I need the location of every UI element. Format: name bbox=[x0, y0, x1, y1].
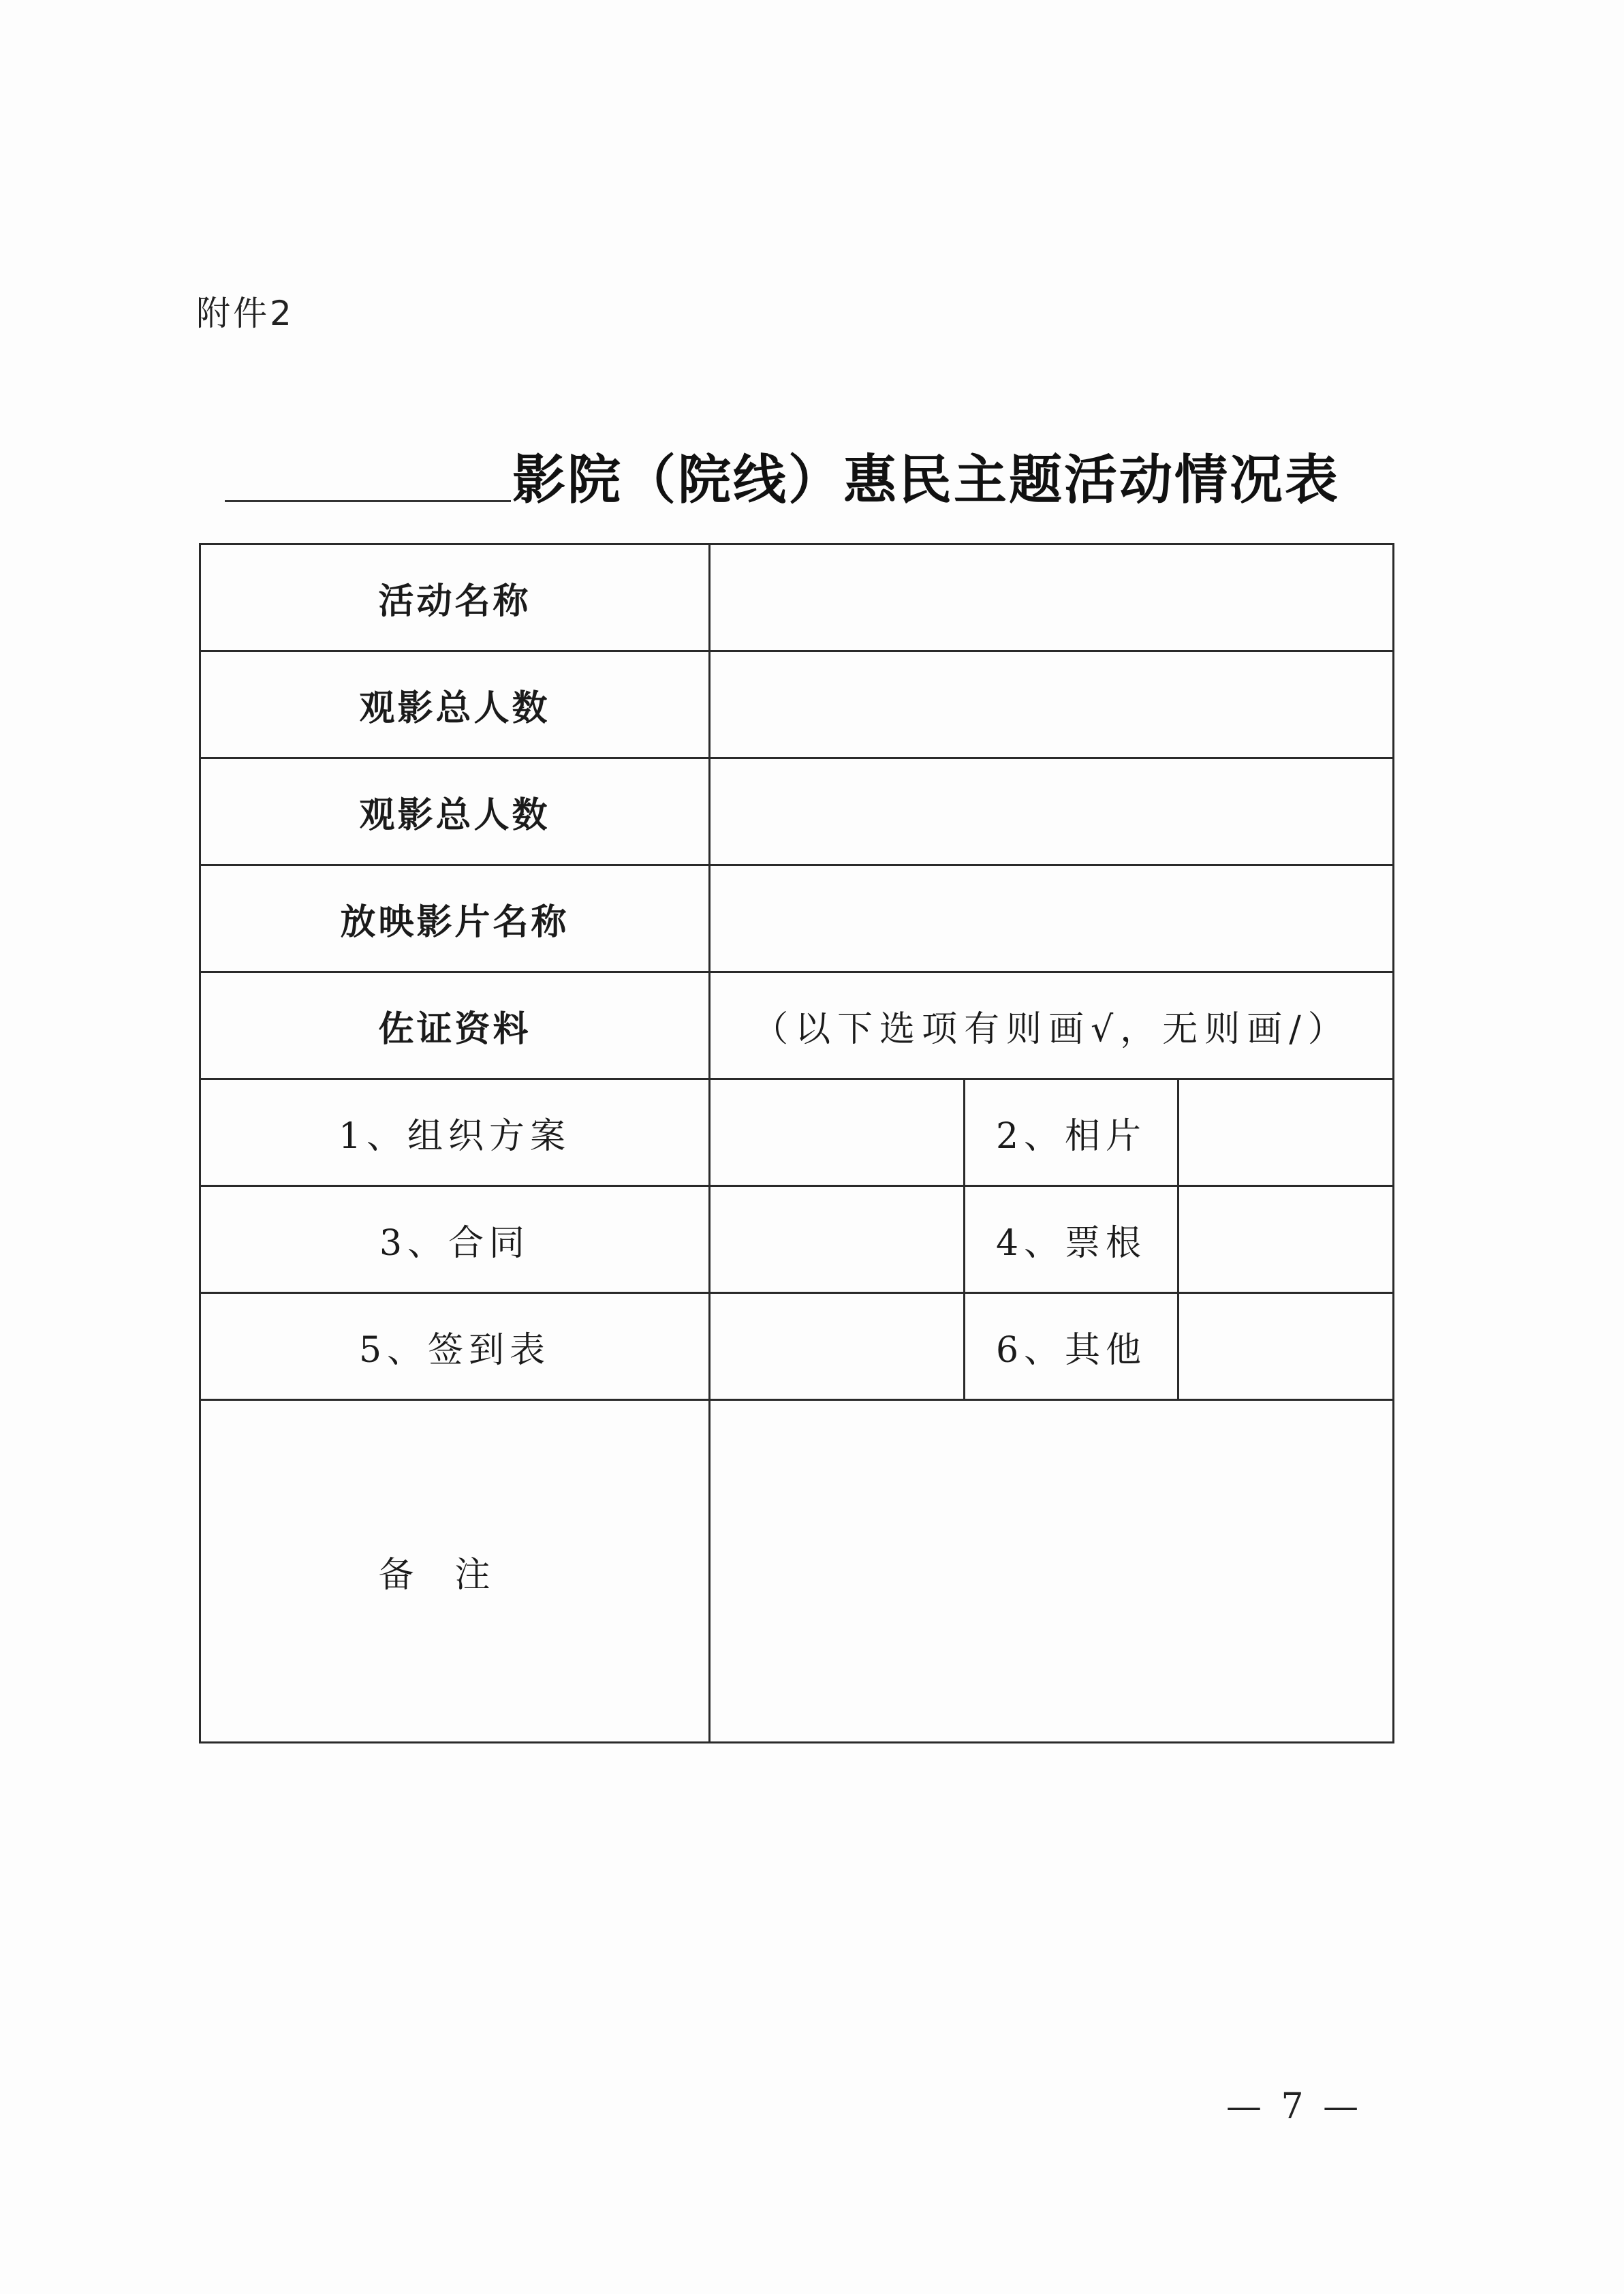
label-total-viewers-2: 观影总人数 bbox=[200, 758, 710, 865]
cinema-name-blank-line bbox=[225, 500, 511, 502]
page-number: — 7 — bbox=[1226, 2086, 1363, 2127]
label-evidence-item-1: 1、组织方案 bbox=[200, 1079, 710, 1186]
table-row bbox=[200, 758, 1394, 865]
form-title: 影院（院线）惠民主题活动情况表 bbox=[512, 449, 1341, 511]
table-row bbox=[200, 1293, 1394, 1400]
check-evidence-item-1[interactable] bbox=[710, 1079, 965, 1186]
label-film-names: 放映影片名称 bbox=[200, 865, 710, 972]
check-evidence-item-6[interactable] bbox=[1178, 1293, 1394, 1400]
check-evidence-item-5[interactable] bbox=[710, 1293, 965, 1400]
evidence-instruction: （以下选项有则画√，无则画/） bbox=[710, 972, 1394, 1079]
label-activity-name: 活动名称 bbox=[200, 544, 710, 651]
check-evidence-item-4[interactable] bbox=[1178, 1186, 1394, 1293]
label-total-viewers: 观影总人数 bbox=[200, 651, 710, 758]
check-evidence-item-3[interactable] bbox=[710, 1186, 965, 1293]
form-title-row bbox=[225, 437, 1383, 511]
attachment-label: 附件2 bbox=[196, 294, 294, 333]
value-remarks[interactable] bbox=[710, 1400, 1394, 1743]
value-activity-name[interactable] bbox=[710, 544, 1394, 651]
label-evidence-item-5: 5、签到表 bbox=[200, 1293, 710, 1400]
table-row bbox=[200, 1400, 1394, 1743]
table-row bbox=[200, 544, 1394, 651]
table-row bbox=[200, 1079, 1394, 1186]
table-row bbox=[200, 865, 1394, 972]
label-evidence-item-2: 2、相片 bbox=[965, 1079, 1178, 1186]
value-total-viewers[interactable] bbox=[710, 651, 1394, 758]
table-row bbox=[200, 972, 1394, 1079]
label-remarks: 备注 bbox=[200, 1400, 710, 1743]
label-evidence-item-6: 6、其他 bbox=[965, 1293, 1178, 1400]
value-total-viewers-2[interactable] bbox=[710, 758, 1394, 865]
check-evidence-item-2[interactable] bbox=[1178, 1079, 1394, 1186]
table-row bbox=[200, 1186, 1394, 1293]
label-evidence: 佐证资料 bbox=[200, 972, 710, 1079]
activity-report-table bbox=[199, 543, 1394, 1743]
table-row bbox=[200, 651, 1394, 758]
value-film-names[interactable] bbox=[710, 865, 1394, 972]
label-evidence-item-4: 4、票根 bbox=[965, 1186, 1178, 1293]
label-evidence-item-3: 3、合同 bbox=[200, 1186, 710, 1293]
